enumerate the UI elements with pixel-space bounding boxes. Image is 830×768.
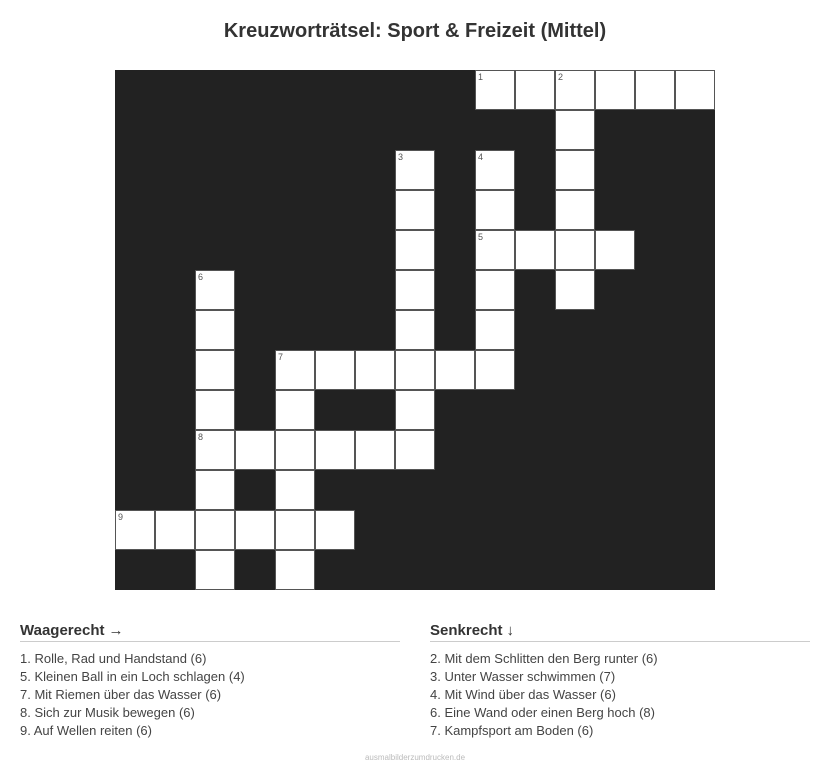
clue-number: 7 bbox=[278, 352, 284, 362]
grid-cell[interactable] bbox=[555, 110, 595, 150]
page-title: Kreuzworträtsel: Sport & Freizeit (Mittel) bbox=[223, 20, 607, 42]
down-clue: 4. Mit Wind über das Wasser (6) bbox=[430, 687, 616, 702]
grid-cell[interactable] bbox=[555, 190, 595, 230]
across-heading bbox=[20, 622, 400, 642]
grid-cell[interactable] bbox=[155, 510, 195, 550]
grid-cell[interactable] bbox=[395, 310, 435, 350]
down-clue: 7. Kampfsport am Boden (6) bbox=[430, 723, 594, 738]
grid-cell[interactable] bbox=[395, 230, 435, 270]
clue-number: 9 bbox=[118, 512, 124, 522]
grid-cell[interactable] bbox=[475, 310, 515, 350]
grid-cell[interactable] bbox=[515, 70, 555, 110]
grid-cell[interactable] bbox=[395, 190, 435, 230]
arrow-down-icon: ↓ bbox=[506, 622, 515, 639]
across-clue: 1. Rolle, Rad und Handstand (6) bbox=[20, 651, 207, 666]
clue-number: 6 bbox=[198, 272, 204, 282]
arrow-right-icon: → bbox=[108, 622, 124, 639]
grid-cell[interactable] bbox=[395, 350, 435, 390]
down-clue: 3. Unter Wasser schwimmen (7) bbox=[430, 669, 616, 684]
grid-cell[interactable] bbox=[595, 70, 635, 110]
across-clue: 8. Sich zur Musik bewegen (6) bbox=[20, 705, 195, 720]
grid-cell[interactable] bbox=[275, 550, 315, 590]
grid-cell[interactable] bbox=[195, 510, 235, 550]
grid-cell[interactable] bbox=[555, 270, 595, 310]
grid-cell[interactable] bbox=[195, 550, 235, 590]
grid-cell[interactable] bbox=[395, 430, 435, 470]
grid-cell[interactable] bbox=[635, 70, 675, 110]
across-clue: 5. Kleinen Ball in ein Loch schlagen (4) bbox=[20, 669, 245, 684]
clue-number: 3 bbox=[398, 152, 404, 162]
grid-cell[interactable] bbox=[475, 230, 515, 270]
grid-cell[interactable] bbox=[555, 230, 595, 270]
grid-cell[interactable] bbox=[395, 270, 435, 310]
clue-number: 4 bbox=[478, 152, 484, 162]
grid-cell[interactable] bbox=[395, 150, 435, 190]
grid-cell[interactable] bbox=[355, 430, 395, 470]
grid-cell[interactable] bbox=[315, 510, 355, 550]
grid-cell[interactable] bbox=[235, 430, 275, 470]
grid-cell[interactable] bbox=[475, 270, 515, 310]
grid-cell[interactable] bbox=[195, 350, 235, 390]
clue-number: 5 bbox=[478, 232, 484, 242]
grid-cell[interactable] bbox=[195, 270, 235, 310]
grid-cell[interactable] bbox=[515, 230, 555, 270]
grid-cell[interactable] bbox=[195, 430, 235, 470]
grid-cell[interactable] bbox=[315, 430, 355, 470]
grid-cell[interactable] bbox=[675, 70, 715, 110]
grid-cell[interactable] bbox=[275, 430, 315, 470]
grid-cell[interactable] bbox=[395, 390, 435, 430]
down-heading-label: Senkrecht bbox=[430, 622, 503, 639]
grid-cell[interactable] bbox=[355, 350, 395, 390]
down-heading bbox=[430, 622, 810, 642]
down-clue: 6. Eine Wand oder einen Berg hoch (8) bbox=[430, 705, 655, 720]
grid-cell[interactable] bbox=[475, 190, 515, 230]
crossword-grid bbox=[115, 70, 715, 590]
grid-cell[interactable] bbox=[475, 150, 515, 190]
across-clues bbox=[20, 622, 400, 740]
grid-cell[interactable] bbox=[595, 230, 635, 270]
clue-number: 2 bbox=[558, 72, 564, 82]
across-clue: 9. Auf Wellen reiten (6) bbox=[20, 723, 152, 738]
grid-cell[interactable] bbox=[275, 470, 315, 510]
grid-cell[interactable] bbox=[475, 350, 515, 390]
grid-cell[interactable] bbox=[555, 150, 595, 190]
clue-number: 8 bbox=[198, 432, 204, 442]
down-clues bbox=[430, 622, 810, 740]
down-clue: 2. Mit dem Schlitten den Berg runter (6) bbox=[430, 651, 658, 666]
grid-cell[interactable] bbox=[195, 310, 235, 350]
grid-cell[interactable] bbox=[275, 390, 315, 430]
grid-cell[interactable] bbox=[195, 470, 235, 510]
clue-number: 1 bbox=[478, 72, 484, 82]
across-clue: 7. Mit Riemen über das Wasser (6) bbox=[20, 687, 222, 702]
grid-cell[interactable] bbox=[315, 350, 355, 390]
grid-cell[interactable] bbox=[275, 510, 315, 550]
grid-cell[interactable] bbox=[195, 390, 235, 430]
grid-cell[interactable] bbox=[235, 510, 275, 550]
footer-credit: ausmalbilderzumdrucken.de bbox=[364, 753, 466, 762]
grid-cell[interactable] bbox=[475, 70, 515, 110]
grid-cell[interactable] bbox=[275, 350, 315, 390]
grid-cell[interactable] bbox=[115, 510, 155, 550]
grid-cell[interactable] bbox=[555, 70, 595, 110]
grid-cell[interactable] bbox=[435, 350, 475, 390]
across-heading-label: Waagerecht bbox=[20, 622, 105, 639]
